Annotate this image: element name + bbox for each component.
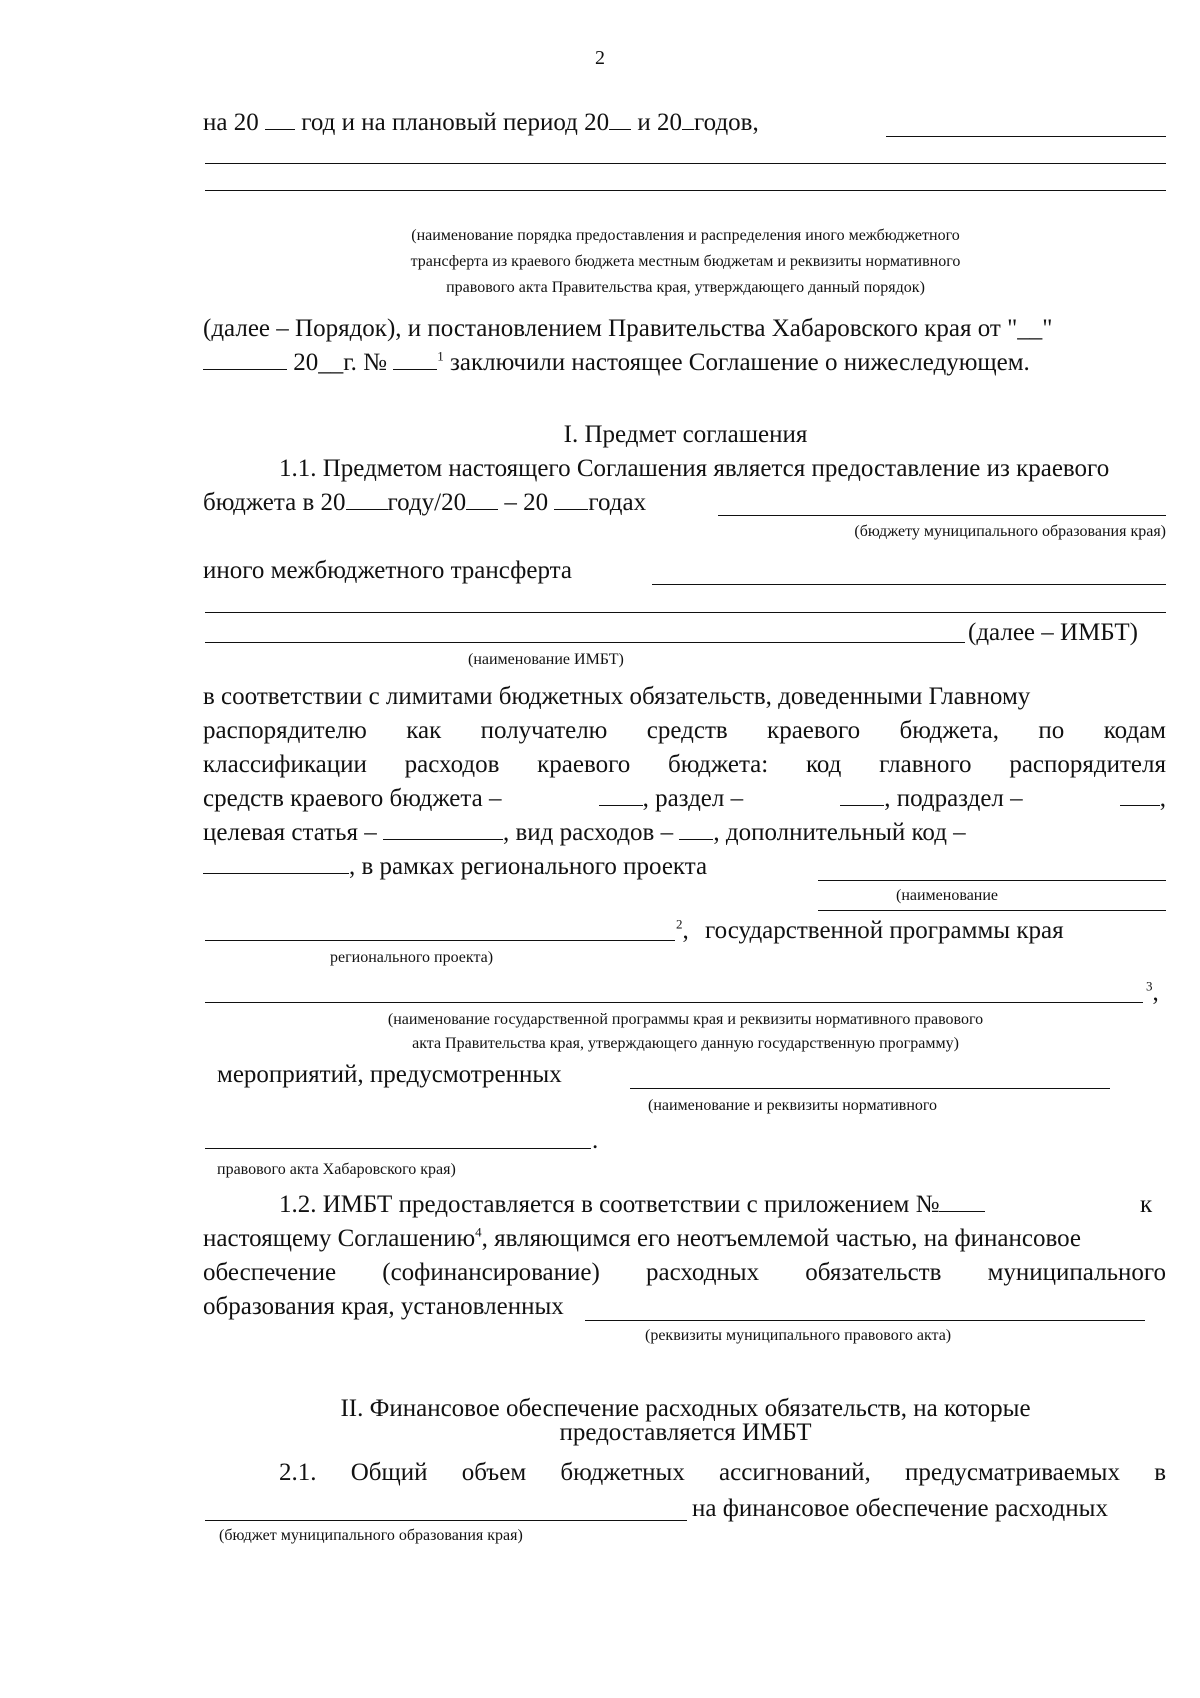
intro-fill-line-3 [205,190,1166,191]
page-number: 2 [595,47,605,69]
caption-order-line-2: трансферта из краевого бюджета местным бюджетам и реквизиты нормативного [410,253,961,270]
caption-budget-2: (бюджет муниципального образования края) [219,1527,523,1544]
imbt-fill-line-1 [652,584,1166,585]
section-2-title-1: II. Финансовое обеспечение расходных обязательств, на которые [340,1395,1031,1422]
intro-line-1-mid: год и на плановый период 20 [301,109,610,136]
codes2-c: , дополнительный код – [713,819,966,846]
imbt-fill-line-3 [205,642,965,643]
intro-line-1-suffix: годов, [694,109,759,136]
intro-line-3-suffix: заключили настоящее Соглашение о нижеследующем. [450,349,1030,376]
paragraph-2-1-line-1: 2.1. Общий объем бюджетных ассигнований, предусматриваемых в [279,1459,1166,1486]
caption-budget: (бюджету муниципального образования края) [854,523,1166,540]
project-fill-line [818,880,1166,881]
caption-npa-2: правового акта Хабаровского края) [217,1161,456,1178]
caption-project-2: регионального проекта) [330,949,494,966]
caption-imbt: (наименование ИМБТ) [468,651,624,668]
paragraph-2-1-line-2: на финансовое обеспечение расходных [692,1495,1108,1522]
paragraph-1-2-line-4: образования края, установленных [203,1293,564,1320]
codes2-a: целевая статья – [203,819,377,846]
events-label: мероприятий, предусмотренных [217,1061,562,1088]
intro-line-1-prefix: на 20 [203,109,259,136]
intro-line-3-mid: 20__г. № [293,349,388,376]
npa-fill-dot: . [592,1127,599,1154]
paragraph-1-2-line-2 [203,1226,1166,1251]
limits-line-1 [203,684,1166,709]
paragraph-1-1-line-2 [203,490,646,515]
footnote-2: 2 [676,916,683,932]
project-text: , в рамках регионального проекта [349,853,708,880]
imbt-fill-line-2 [205,612,1166,613]
caption-gp-1: (наименование государственной программы края и реквизиты нормативного правового [387,1011,984,1028]
footnote-3: 3 [1146,978,1153,994]
codes2-b: , вид расходов – [502,819,674,846]
caption-order-line-3: правового акта Правительства края, утверждающего данный порядок) [446,279,925,296]
events-fill-line [630,1088,1110,1089]
intro-line-1 [203,110,759,135]
intro-line-2: (далее – Порядок), и постановлением Правительства Хабаровского края от "__" [203,315,1053,342]
p12-a: 1.2. ИМБТ предоставляется в соответствии с приложением № [279,1191,940,1218]
budget-fill-line [718,515,1166,516]
section-2-title-2: предоставляется ИМБТ [559,1419,812,1446]
p12-line2-b: , являющимся его неотъемлемой частью, на финансовое [481,1225,1082,1252]
caption-npa-1: (наименование и реквизиты нормативного [648,1097,938,1114]
p11-c: – 20 [504,489,549,516]
paragraph-1-1-line-1: 1.1. Предметом настоящего Соглашения является предоставление из краевого [279,455,1110,482]
footnote-1: 1 [437,348,444,364]
paragraph-1-2-line-3: обеспечение (софинансирование) расходных обязательств муниципального [203,1259,1166,1286]
gp-fill-line [205,1002,1143,1003]
gp-line: $^2$, государственной программы края [676,916,1064,944]
codes-a: средств краевого бюджета – [203,785,502,812]
codes-b: , раздел – [642,785,744,812]
caption-mpa: (реквизиты муниципального правового акта) [645,1327,952,1344]
section-1-title: I. Предмет соглашения [563,421,808,448]
p11-b: году/20 [387,489,467,516]
caption-project-1: (наименование [896,887,999,904]
p11-d: годах [588,489,647,516]
budget2-fill-line [205,1520,687,1521]
caption-gp-2: акта Правительства края, утверждающего данную государственную программу) [412,1035,959,1052]
codes-line-1: средств краевого бюджета – , раздел – , подраздел – , [203,785,1166,812]
imbt-label: иного межбюджетного трансферта [203,557,572,584]
caption-order-line-1: (наименование порядка предоставления и распределения иного межбюджетного [411,227,960,244]
limits-line-1-text: в соответствии с лимитами бюджетных обязательств, доведенными Главному [203,683,1031,710]
imbt-suffix: (далее – ИМБТ) [968,619,1138,646]
intro-line-1-mid2: и 20 [637,109,683,136]
intro-fill-line-1 [886,136,1166,137]
limits-line-2: распорядителю как получателю средств краевого бюджета, по кодам [203,717,1166,744]
project-fill-line-2 [818,910,1166,911]
intro-line-3 [203,350,1030,375]
npa-fill-line [205,1148,591,1149]
footnote-4: 4 [475,1224,482,1240]
codes-c: , подраздел – [884,785,1023,812]
p12-line2-a: настоящему Соглашению [203,1225,476,1252]
project-name-fill [205,940,675,941]
intro-fill-line-2 [205,163,1166,164]
limits-line-3: классификации расходов краевого бюджета: код главного распорядителя [203,751,1166,778]
paragraph-1-2-line-1 [279,1192,985,1217]
gp-text: государственной программы края [705,917,1064,944]
codes-line-2 [203,820,966,845]
p11-a: бюджета в 20 [203,489,346,516]
project-line [203,854,707,879]
p12-b: к [1140,1191,1153,1218]
mpa-fill-line [585,1320,1145,1321]
gp-fill-suffix: $^3$, [1146,978,1159,1006]
